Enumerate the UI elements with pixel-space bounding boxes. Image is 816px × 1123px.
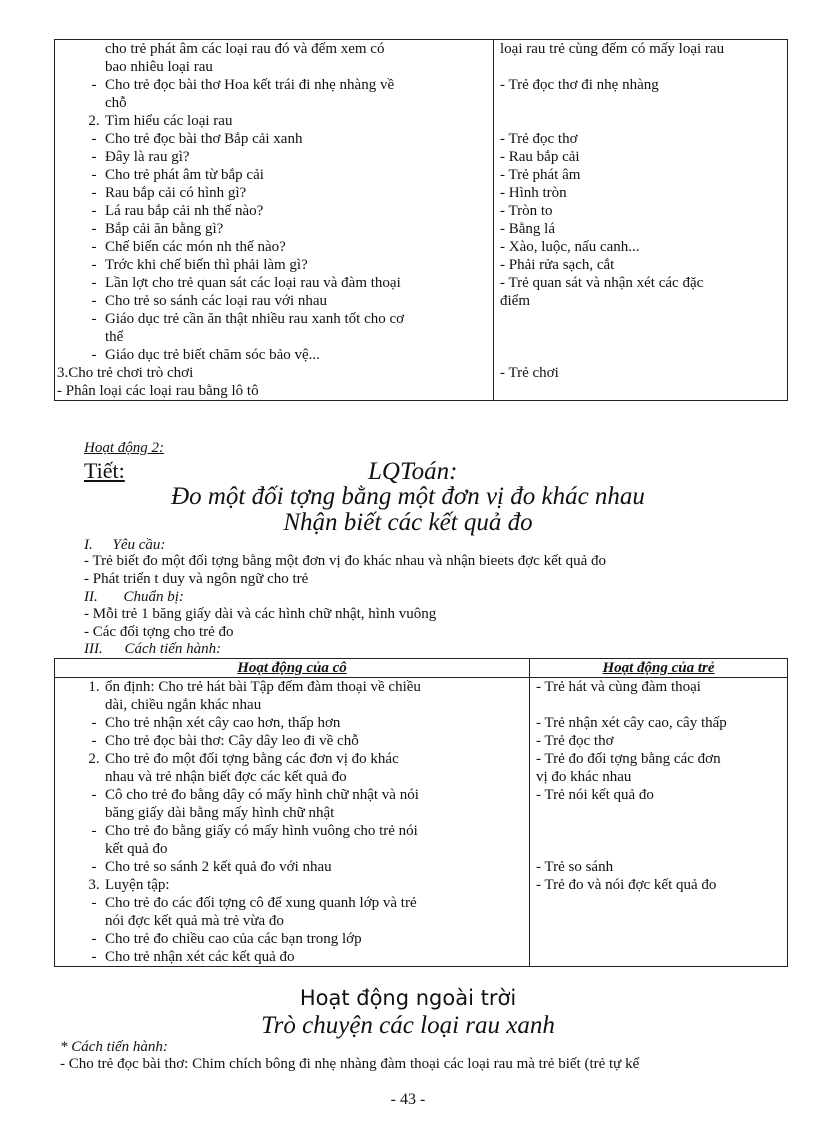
child-response: - Trẻ hát và cùng đàm thoại xyxy=(536,679,701,695)
section-2-heading xyxy=(84,589,184,606)
section-3-heading xyxy=(84,641,221,658)
list-marker: - xyxy=(91,149,97,165)
list-marker: - xyxy=(91,787,97,803)
child-response xyxy=(536,930,787,948)
child-response xyxy=(536,840,787,858)
child-response xyxy=(500,328,787,346)
list-marker: - xyxy=(91,131,97,147)
list-item-text: Chế biến các món nh thế nào? xyxy=(105,239,286,255)
list-item-text: Cho trẻ đọc bài thơ Hoa kết trái đi nhẹ nhàng về xyxy=(105,77,395,93)
child-response: - Trẻ đọc thơ xyxy=(500,131,578,147)
list-item xyxy=(83,148,493,166)
list-item xyxy=(83,930,529,948)
list-marker: - xyxy=(91,77,97,93)
list-marker: 1. xyxy=(88,679,100,695)
child-response xyxy=(536,894,787,912)
list-item xyxy=(83,202,493,220)
list-item xyxy=(83,274,493,292)
list-item-text: Cho trẻ so sánh các loại rau với nhau xyxy=(105,293,328,309)
child-response: - Trẻ so sánh xyxy=(536,859,614,875)
list-item xyxy=(83,346,493,364)
child-response xyxy=(500,346,787,364)
child-response xyxy=(536,822,787,840)
table2-header-teacher xyxy=(55,659,530,678)
list-item xyxy=(83,786,529,804)
list-item-continuation: kết quả đo xyxy=(105,841,168,857)
list-marker: - xyxy=(91,311,97,327)
section-number: I. xyxy=(84,537,93,553)
section-1-heading xyxy=(84,537,165,554)
list-marker: - xyxy=(91,239,97,255)
outdoor-title: Hoạt động ngoài trời xyxy=(299,986,517,1010)
child-response: - Trẻ quan sát và nhận xét các đặc xyxy=(500,275,704,291)
list-item-text: Giáo dục trẻ biết chăm sóc bảo vệ... xyxy=(105,347,320,363)
child-response xyxy=(500,112,787,130)
children-header: Hoạt động của trẻ xyxy=(602,660,715,676)
list-marker: - xyxy=(91,859,97,875)
page-number: - 43 - xyxy=(390,1091,426,1108)
list-marker: - xyxy=(91,257,97,273)
list-item xyxy=(83,76,493,94)
outdoor-text: - Cho trẻ đọc bài thơ: Chim chích bông đi nhẹ nhàng đàm thoại các loại rau mà trẻ biết (trẻ tự kể xyxy=(60,1056,640,1072)
list-marker: - xyxy=(91,823,97,839)
child-response: - Trẻ phát âm xyxy=(500,167,581,183)
child-response: - Rau bắp cải xyxy=(500,149,580,165)
list-item-text: Cô cho trẻ đo bằng dây có mấy hình chữ nhật và nói xyxy=(105,787,419,803)
list-item xyxy=(83,876,529,894)
list-item-text: Cho trẻ nhận xét cây cao hơn, thấp hơn xyxy=(105,715,341,731)
child-response xyxy=(500,58,787,76)
list-item-text: Cho trẻ đọc bài thơ Bắp cải xanh xyxy=(105,131,303,147)
child-response xyxy=(500,382,787,400)
list-item xyxy=(83,112,493,130)
section-number: II. xyxy=(84,589,98,605)
lesson-title-2: Nhận biết các kết quả đo xyxy=(283,509,533,536)
list-marker: - xyxy=(91,715,97,731)
child-response: - Trẻ đọc thơ xyxy=(536,733,614,749)
list-item xyxy=(83,166,493,184)
list-marker: 2. xyxy=(88,751,100,767)
list-item xyxy=(83,714,529,732)
list-item xyxy=(83,310,493,328)
list-marker: - xyxy=(91,221,97,237)
list-item-text: Luyện tập: xyxy=(105,877,170,893)
list-item xyxy=(83,184,493,202)
child-response: - Xào, luộc, nấu canh... xyxy=(500,239,640,255)
list-marker: - xyxy=(91,733,97,749)
list-item-continuation: thể xyxy=(105,329,124,345)
child-response: - Trẻ đo và nói đợc kết quả đo xyxy=(536,877,717,893)
list-item-text: Giáo dục trẻ cần ăn thật nhiều rau xanh tốt cho cơ xyxy=(105,311,405,327)
table2-right-column xyxy=(530,678,788,967)
list-item xyxy=(83,750,529,768)
child-response: - Trẻ nhận xét cây cao, cây thấp xyxy=(536,715,727,731)
section-title: Yêu cầu: xyxy=(112,537,166,553)
lesson-title-1: Đo một đối tợng bằng một đơn vị đo khác nhau xyxy=(171,483,645,510)
list-marker: 3. xyxy=(88,877,100,893)
list-item-text: Bắp cải ăn bằng gì? xyxy=(105,221,224,237)
table1-right-column xyxy=(494,40,788,401)
list-item-text: Cho trẻ đo một đối tợng bằng các đơn vị đo khác xyxy=(105,751,399,767)
list-item xyxy=(83,238,493,256)
list-item-text: Lá rau bắp cải nh thế nào? xyxy=(105,203,264,219)
child-response: - Trẻ đọc thơ đi nhẹ nhàng xyxy=(500,77,659,93)
list-item: - Phân loại các loại rau bằng lô tô xyxy=(57,383,259,399)
lesson-subject: LQToán: xyxy=(368,458,458,485)
list-item xyxy=(83,822,529,840)
table1-left-column xyxy=(55,40,494,401)
teacher-header: Hoạt động của cô xyxy=(237,660,347,676)
list-item: 3.Cho trẻ chơi trò chơi xyxy=(57,365,194,381)
section-title: Chuẩn bị: xyxy=(123,589,184,605)
list-item-continuation: chỗ xyxy=(105,95,127,111)
list-item-text: Rau bắp cải có hình gì? xyxy=(105,185,247,201)
outdoor-subtitle: Trò chuyện các loại rau xanh xyxy=(261,1012,555,1039)
preparation-2: - Các đối tợng cho trẻ đo xyxy=(84,624,234,640)
lesson-tiet: Tiết: xyxy=(84,458,125,483)
child-response: vị đo khác nhau xyxy=(536,769,632,785)
list-item-text: Cho trẻ đo các đối tợng cô để xung quanh lớp và trẻ xyxy=(105,895,417,911)
list-item-continuation: nhau và trẻ nhận biết đợc các kết quả đo xyxy=(105,769,347,785)
child-response: - Trẻ chơi xyxy=(500,365,559,381)
child-response xyxy=(536,804,787,822)
list-item-continuation: băng giấy dài bằng mấy hình chữ nhật xyxy=(105,805,335,821)
child-response: điểm xyxy=(500,293,530,309)
list-item xyxy=(83,678,529,696)
child-response: - Tròn to xyxy=(500,203,553,219)
preparation-1: - Mỗi trẻ 1 băng giấy dài và các hình chữ nhật, hình vuông xyxy=(84,606,437,622)
list-item xyxy=(83,894,529,912)
activity-table-2 xyxy=(54,658,788,967)
activity2-label: Hoạt động 2: xyxy=(84,440,164,456)
list-item-text: Cho trẻ phát âm từ bắp cải xyxy=(105,167,264,183)
list-marker: - xyxy=(91,167,97,183)
list-item-text: Cho trẻ so sánh 2 kết quả đo với nhau xyxy=(105,859,332,875)
list-item xyxy=(83,220,493,238)
list-marker: - xyxy=(91,949,97,965)
child-response: - Hình tròn xyxy=(500,185,567,201)
list-item xyxy=(83,732,529,750)
list-marker: - xyxy=(91,347,97,363)
list-item-text: Cho trẻ đo bằng giấy có mấy hình vuông cho trẻ nói xyxy=(105,823,418,839)
child-response: - Phải rửa sạch, cắt xyxy=(500,257,615,273)
list-item xyxy=(83,948,529,966)
list-item xyxy=(83,130,493,148)
section-title: Cách tiến hành: xyxy=(124,641,222,657)
child-response xyxy=(536,948,787,966)
child-response xyxy=(536,696,787,714)
child-response: - Bằng lá xyxy=(500,221,555,237)
list-marker: - xyxy=(91,203,97,219)
table2-left-column xyxy=(55,678,530,967)
list-marker: - xyxy=(91,895,97,911)
child-response xyxy=(500,310,787,328)
list-marker: - xyxy=(91,931,97,947)
list-item-continuation: cho trẻ phát âm các loại rau đó và đếm xem có xyxy=(105,41,385,57)
child-response xyxy=(536,912,787,930)
child-response: - Trẻ đo đối tợng bằng các đơn xyxy=(536,751,721,767)
table2-header-children xyxy=(530,659,788,678)
requirement-2: - Phát triển t duy và ngôn ngữ cho trẻ xyxy=(84,571,309,587)
list-item-text: Trớc khi chế biến thì phải làm gì? xyxy=(105,257,308,273)
list-item-text: Cho trẻ nhận xét các kết quả đo xyxy=(105,949,295,965)
child-response: - Trẻ nói kết quả đo xyxy=(536,787,654,803)
list-item-text: ổn định: Cho trẻ hát bài Tập đếm đàm thoại về chiều xyxy=(105,679,421,695)
list-marker: - xyxy=(91,275,97,291)
list-item-text: Tìm hiểu các loại rau xyxy=(105,113,233,129)
list-item xyxy=(83,256,493,274)
list-item-text: Đây là rau gì? xyxy=(105,149,190,165)
list-marker: - xyxy=(91,293,97,309)
section-number: III. xyxy=(84,641,103,657)
list-item-continuation: dài, chiều ngắn khác nhau xyxy=(105,697,262,713)
outdoor-method-heading: * Cách tiến hành: xyxy=(60,1039,168,1055)
requirement-1: - Trẻ biết đo một đối tợng bằng một đơn vị đo khác nhau và nhận bieets đợc kết quả đo xyxy=(84,553,607,569)
list-item-continuation: bao nhiêu loại rau xyxy=(105,59,213,75)
list-item-continuation: nói đợc kết quả mà trẻ vừa đo xyxy=(105,913,284,929)
list-item-text: Lần lợt cho trẻ quan sát các loại rau và đàm thoại xyxy=(105,275,401,291)
list-item-text: Cho trẻ đọc bài thơ: Cây dây leo đi về chỗ xyxy=(105,733,359,749)
list-marker: 2. xyxy=(88,113,100,129)
list-item xyxy=(83,292,493,310)
child-response xyxy=(500,94,787,112)
child-response: loại rau trẻ cùng đếm có mấy loại rau xyxy=(500,41,725,57)
list-item xyxy=(83,858,529,876)
activity-table-1 xyxy=(54,39,788,401)
list-marker: - xyxy=(91,185,97,201)
list-item-text: Cho trẻ đo chiều cao của các bạn trong lớp xyxy=(105,931,362,947)
